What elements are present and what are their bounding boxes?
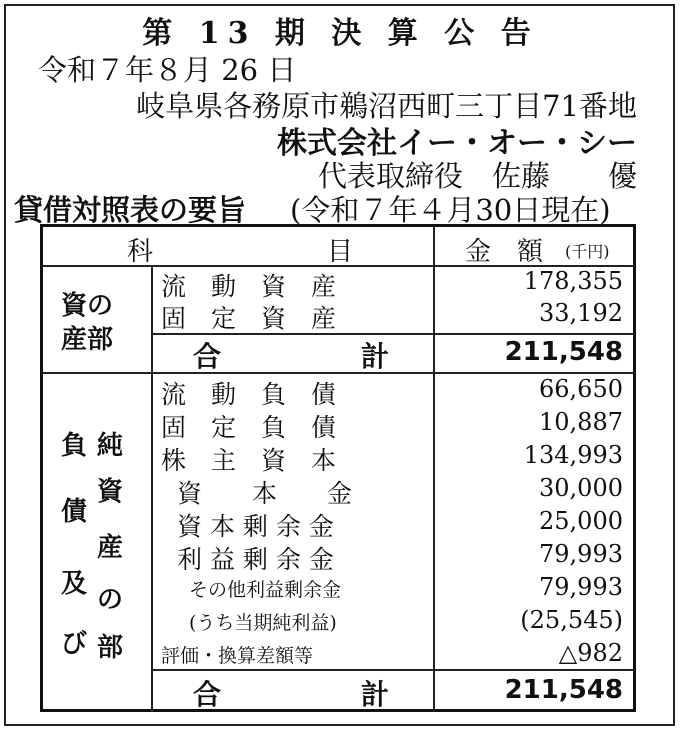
row-label: その他利益剰余金 [189, 579, 342, 601]
row-label: 固 定 負 債 [161, 413, 337, 442]
liab-group-char: 債 [61, 497, 88, 527]
row-label: 流 動 負 債 [161, 380, 337, 409]
header-amount: 金 額 [465, 237, 544, 267]
assets-total-left: 合 [193, 340, 222, 373]
group-column-divider [151, 265, 153, 712]
row-value: 66,650 [539, 375, 623, 403]
assets-section-divider [43, 372, 633, 374]
header-subject-2: 目 [327, 237, 354, 267]
header-unit: (千円) [565, 242, 610, 261]
row-value: 134,993 [523, 441, 623, 469]
assets-total-right: 計 [361, 340, 390, 373]
notice-title: 第 13 期 決 算 公 告 [142, 16, 539, 51]
notice-date: 令和７年８月 26 日 [38, 53, 297, 87]
row-value: 25,000 [539, 507, 623, 535]
row-label: 固 定 資 産 [161, 304, 337, 333]
balance-sheet-table [40, 224, 636, 712]
liab-group-char: び [61, 629, 88, 659]
liabilities-total-value: 211,548 [504, 675, 623, 705]
liab-group-char: 及 [61, 569, 88, 599]
row-value: (25,545) [520, 606, 623, 634]
balance-sheet-heading: 貸借対照表の要旨 [14, 193, 247, 227]
liab-group-char: 純 [97, 431, 124, 461]
row-value: △982 [558, 639, 623, 667]
liab-group-char: 資 [97, 477, 124, 507]
representative: 代表取締役 佐藤 優 [317, 159, 637, 193]
liab-group-char: 負 [61, 431, 88, 461]
balance-sheet-date: (令和７年４月30日現在) [290, 193, 611, 227]
row-label: 株 主 資 本 [161, 446, 337, 475]
row-label: 資 本 金 [177, 479, 353, 508]
row-value: 178,355 [523, 267, 623, 295]
liabilities-total-divider [151, 669, 633, 671]
header-subject-1: 科 [127, 237, 154, 267]
assets-total-value: 211,548 [504, 337, 623, 367]
liabilities-total-left: 合 [193, 678, 222, 711]
row-label: 流 動 資 産 [161, 272, 337, 301]
liab-group-char: の [97, 585, 124, 615]
assets-group-label-2: 産部 [61, 325, 114, 355]
row-label: (うち当期純利益) [189, 612, 337, 634]
row-label: 評価・換算差額等 [161, 645, 314, 667]
row-value: 33,192 [539, 299, 623, 327]
company-name: 株式会社イー・オー・シー [277, 126, 637, 161]
row-value: 10,887 [539, 408, 623, 436]
assets-group-label-1: 資の [61, 291, 114, 321]
row-value: 79,993 [539, 573, 623, 601]
liab-group-char: 部 [97, 633, 124, 663]
row-label: 利 益 剰 余 金 [177, 545, 334, 574]
amount-column-divider [433, 227, 435, 712]
company-address: 岐阜県各務原市鵜沼西町三丁目71番地 [136, 89, 637, 123]
row-value: 30,000 [539, 474, 623, 502]
liab-group-char: 産 [97, 533, 124, 563]
row-label: 資 本 剰 余 金 [177, 512, 334, 541]
liabilities-total-right: 計 [361, 678, 390, 711]
row-value: 79,993 [539, 540, 623, 568]
